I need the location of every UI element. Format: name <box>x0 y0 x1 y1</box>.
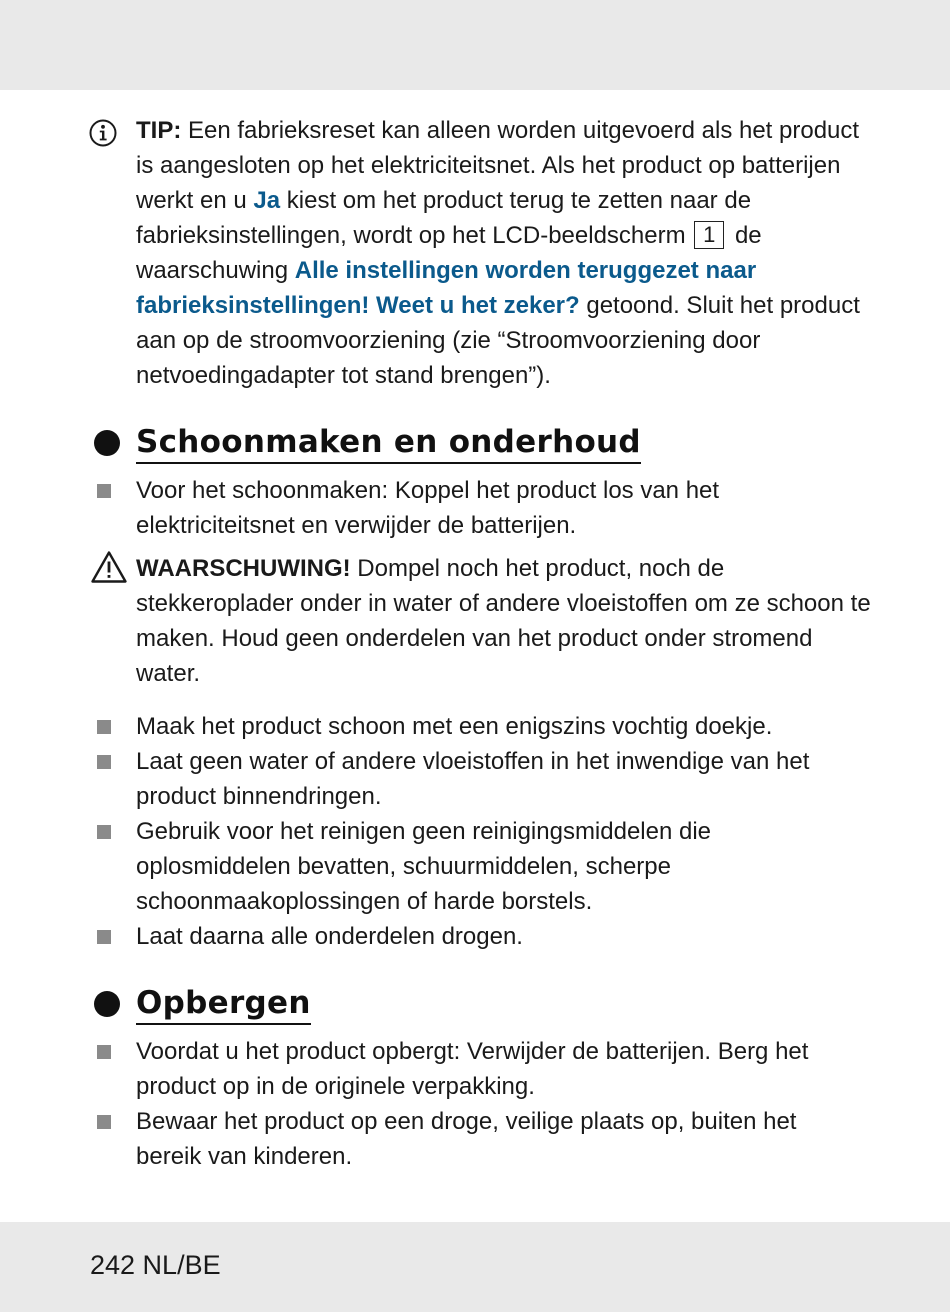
list-item <box>0 1104 866 1174</box>
warning-text: Dompel noch het product, noch de stekkeroplader onder in water of andere vloeistoffen om ze schoon te maken. Houd geen onderdelen van het product onder stromend water. <box>136 555 871 687</box>
list-item-text: Laat geen water of andere vloeistoffen in het inwendige van het product binnendringen. <box>136 748 810 810</box>
list-item <box>0 919 866 954</box>
section-title-storage: Opbergen <box>136 985 311 1025</box>
tip-text-3: de waarschuwing <box>136 222 762 284</box>
warning-triangle-icon <box>90 550 128 584</box>
tip-text-1: Een fabrieksreset kan alleen worden uitgevoerd als het product is aangesloten op het elektriciteitsnet. Als het product op batterijen werkt en u <box>136 117 860 214</box>
page-number: 242 NL/BE <box>90 1250 221 1280</box>
square-bullet-icon <box>97 720 111 734</box>
list-item <box>0 1034 866 1104</box>
list-item-text: Voor het schoonmaken: Koppel het product los van het elektriciteitsnet en verwijder de batterijen. <box>136 477 720 539</box>
list-item-text: Bewaar het product op een droge, veilige plaats op, buiten het bereik van kinderen. <box>136 1108 797 1170</box>
square-bullet-icon <box>97 755 111 769</box>
tip-paragraph <box>136 113 866 393</box>
list-item <box>0 744 866 814</box>
list-item <box>0 814 720 919</box>
square-bullet-icon <box>97 1045 111 1059</box>
list-item-text: Maak het product schoon met een enigszins vochtig doekje. <box>136 713 773 740</box>
section-title-cleaning: Schoonmaken en onderhoud <box>136 424 641 464</box>
section-bullet-dot <box>94 430 120 456</box>
cleaning-items-list <box>0 709 950 954</box>
cleaning-intro-list <box>0 473 950 543</box>
warning-paragraph <box>136 551 876 691</box>
info-icon <box>88 118 118 148</box>
section-bullet-dot <box>94 991 120 1017</box>
tip-text-2: kiest om het product terug te zetten naar de fabrieksinstellingen, wordt op het LCD-beeldscherm <box>136 187 752 249</box>
warning-label: WAARSCHUWING! <box>136 555 351 582</box>
square-bullet-icon <box>97 484 111 498</box>
tip-text-4: getoond. Sluit het product aan op de stroomvoorziening (zie “Stroomvoorziening door netvoedingadapter tot stand brengen”). <box>136 292 860 389</box>
list-item-text: Gebruik voor het reinigen geen reinigingsmiddelen die oplosmiddelen bevatten, schuurmiddelen, scherpe schoonmaakoplossingen of harde borstels. <box>136 818 712 915</box>
square-bullet-icon <box>97 825 111 839</box>
list-item <box>0 473 866 543</box>
storage-items-list <box>0 1034 950 1174</box>
list-item <box>0 709 866 744</box>
tip-ja-option: Ja <box>253 187 281 214</box>
square-bullet-icon <box>97 930 111 944</box>
square-bullet-icon <box>97 1115 111 1129</box>
tip-label: TIP: <box>136 117 182 144</box>
list-item-text: Voordat u het product opbergt: Verwijder de batterijen. Berg het product op in de originele verpakking. <box>136 1038 809 1100</box>
tip-warning-message: Alle instellingen worden teruggezet naar fabrieksinstellingen! Weet u het zeker? <box>136 257 757 319</box>
lcd-reference-number: 1 <box>694 221 724 249</box>
header-band <box>0 0 950 90</box>
list-item-text: Laat daarna alle onderdelen drogen. <box>136 923 523 950</box>
